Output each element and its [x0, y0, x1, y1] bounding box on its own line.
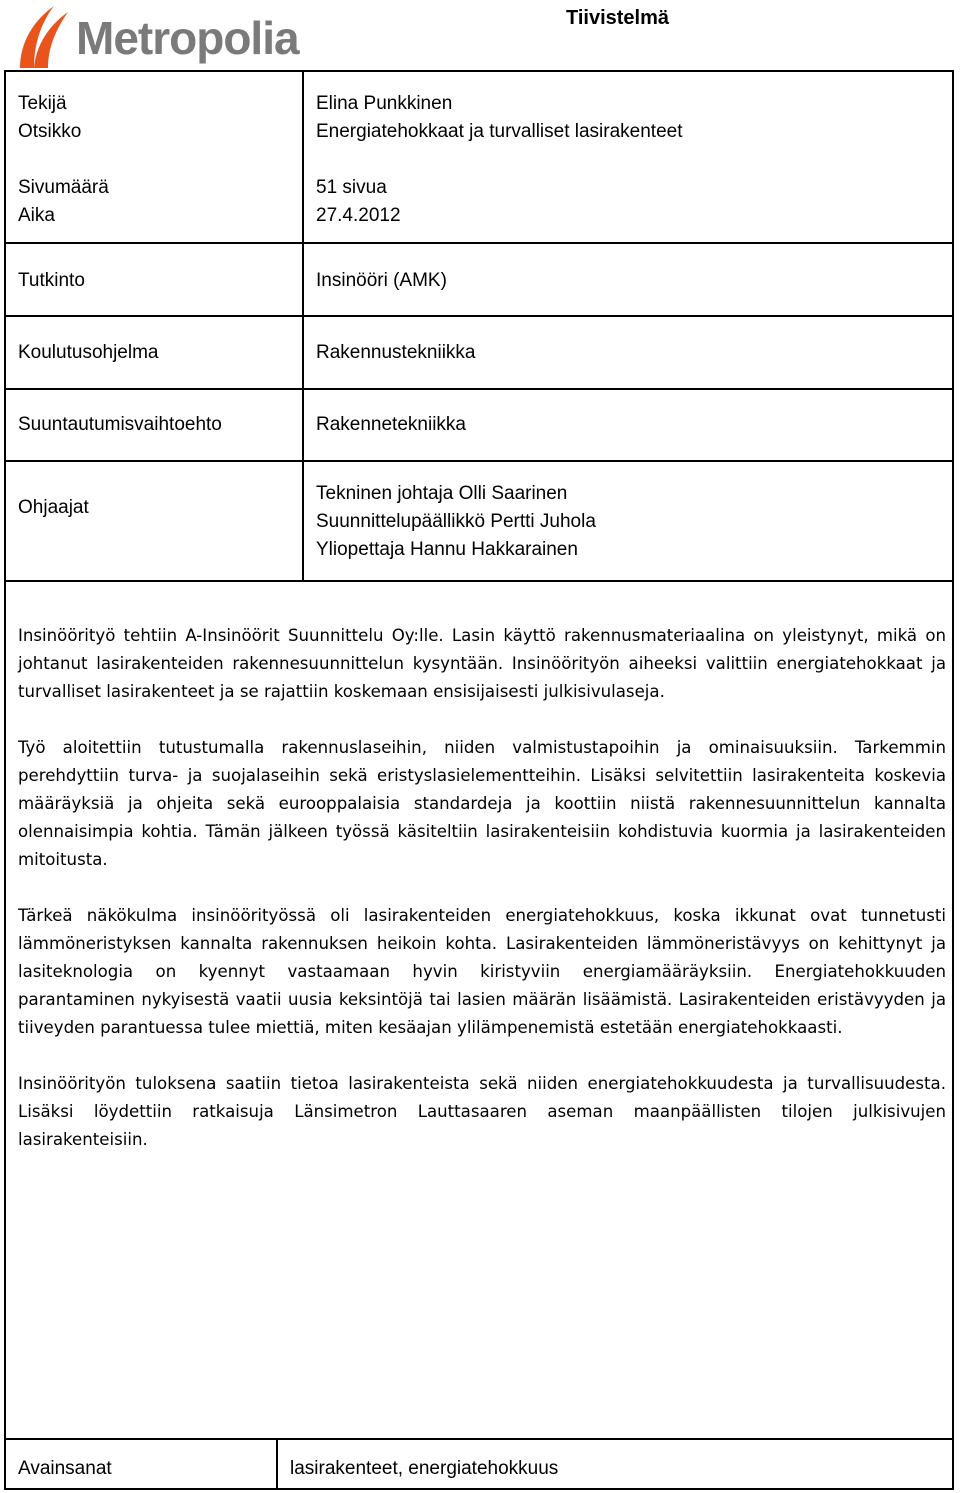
row-divider — [6, 460, 952, 462]
program-label: Koulutusohjelma — [18, 342, 159, 363]
date-label: Aika — [18, 205, 55, 226]
abstract-form — [4, 70, 954, 1490]
supervisor-1: Tekninen johtaja Olli Saarinen — [316, 483, 568, 504]
program-value: Rakennustekniikka — [316, 342, 476, 363]
document-type-title: Tiivistelmä — [566, 7, 670, 29]
abstract-paragraph-4: Insinöörityön tuloksena saatiin tietoa lasirakenteista sekä niiden energiatehokkuudesta ja turvallisuudesta. Lisäksi löydettiin ratkaisuja Länsimetron Lauttasaaren aseman maanpäällisten tilojen julkisivujen lasirakenteisiin. — [18, 1074, 946, 1149]
pages-label: Sivumäärä — [18, 177, 109, 198]
supervisors-label: Ohjaajat — [18, 497, 89, 518]
abstract-paragraph-1: Insinöörityö tehtiin A-Insinöörit Suunnittelu Oy:lle. Lasin käyttö rakennusmateriaalina on yleistynyt, mikä on johtanut lasirakenteiden rakennesuunnittelun kysyntään. Insinöörityön aiheeksi valittiin energiatehokkaat ja turvalliset lasirakenteet ja se rajattiin koskemaan ensisijaisesti julkisivulaseja. — [18, 626, 946, 701]
column-divider — [276, 1438, 278, 1490]
row-divider — [6, 1438, 952, 1440]
author-label: Tekijä — [18, 93, 67, 114]
row-divider — [6, 315, 952, 317]
metropolia-logo-mark-icon — [10, 2, 80, 72]
abstract-paragraph-2: Työ aloitettiin tutustumalla rakennuslaseihin, niiden valmistustapoihin ja ominaisuuksiin. Tarkemmin perehdyttiin turva- ja suojalaseihin sekä eristyslasielementteihin. Lisäksi selvitettiin lasirakenteita koskevia määräyksiä ja ohjeita sekä eurooppalaisia standardeja ja koottiin niistä rakennesuunnittelun kannalta olennaisimpia kohtia. Tämän jälkeen työssä käsiteltiin lasirakenteisiin kohdistuvia kuormia ja lasirakenteiden mitoitusta. — [18, 738, 946, 869]
title-value: Energiatehokkaat ja turvalliset lasirakenteet — [316, 121, 683, 142]
specialization-label: Suuntautumisvaihtoehto — [18, 414, 222, 435]
specialization-value: Rakennetekniikka — [316, 414, 466, 435]
keywords-value: lasirakenteet, energiatehokkuus — [290, 1458, 559, 1479]
keywords-label: Avainsanat — [18, 1458, 112, 1479]
degree-value: Insinööri (AMK) — [316, 270, 447, 291]
row-divider — [6, 580, 952, 582]
date-value: 27.4.2012 — [316, 205, 401, 226]
author-value: Elina Punkkinen — [316, 93, 453, 114]
metropolia-logo — [10, 2, 330, 72]
pages-value: 51 sivua — [316, 177, 387, 198]
row-divider — [6, 388, 952, 390]
abstract-body — [18, 622, 946, 1182]
degree-label: Tutkinto — [18, 270, 85, 291]
supervisor-2: Suunnittelupäällikkö Pertti Juhola — [316, 511, 596, 532]
abstract-paragraph-3: Tärkeä näkökulma insinöörityössä oli lasirakenteiden energiatehokkuus, koska ikkunat ovat tunnetusti lämmöneristyksen kannalta rakennuksen heikoin kohta. Lasirakenteiden lämmöneristävyys on kehittynyt ja lasiteknologia on kyennyt vastaamaan hyvin kiristyviin energiamääräyksiin. Energiatehokkuuden parantaminen nykyisestä vaatii uusia keksintöjä tai lasien määrän lisäämistä. Lasirakenteiden eristävyyden ja tiiveyden parantuessa tulee miettiä, miten kesäajan ylilämpenemistä estetään energiatehokkaasti. — [18, 906, 946, 1037]
supervisor-3: Yliopettaja Hannu Hakkarainen — [316, 539, 578, 560]
logo-wordmark: Metropolia — [76, 12, 299, 64]
column-divider — [302, 72, 304, 582]
row-divider — [6, 242, 952, 244]
title-label: Otsikko — [18, 121, 82, 142]
